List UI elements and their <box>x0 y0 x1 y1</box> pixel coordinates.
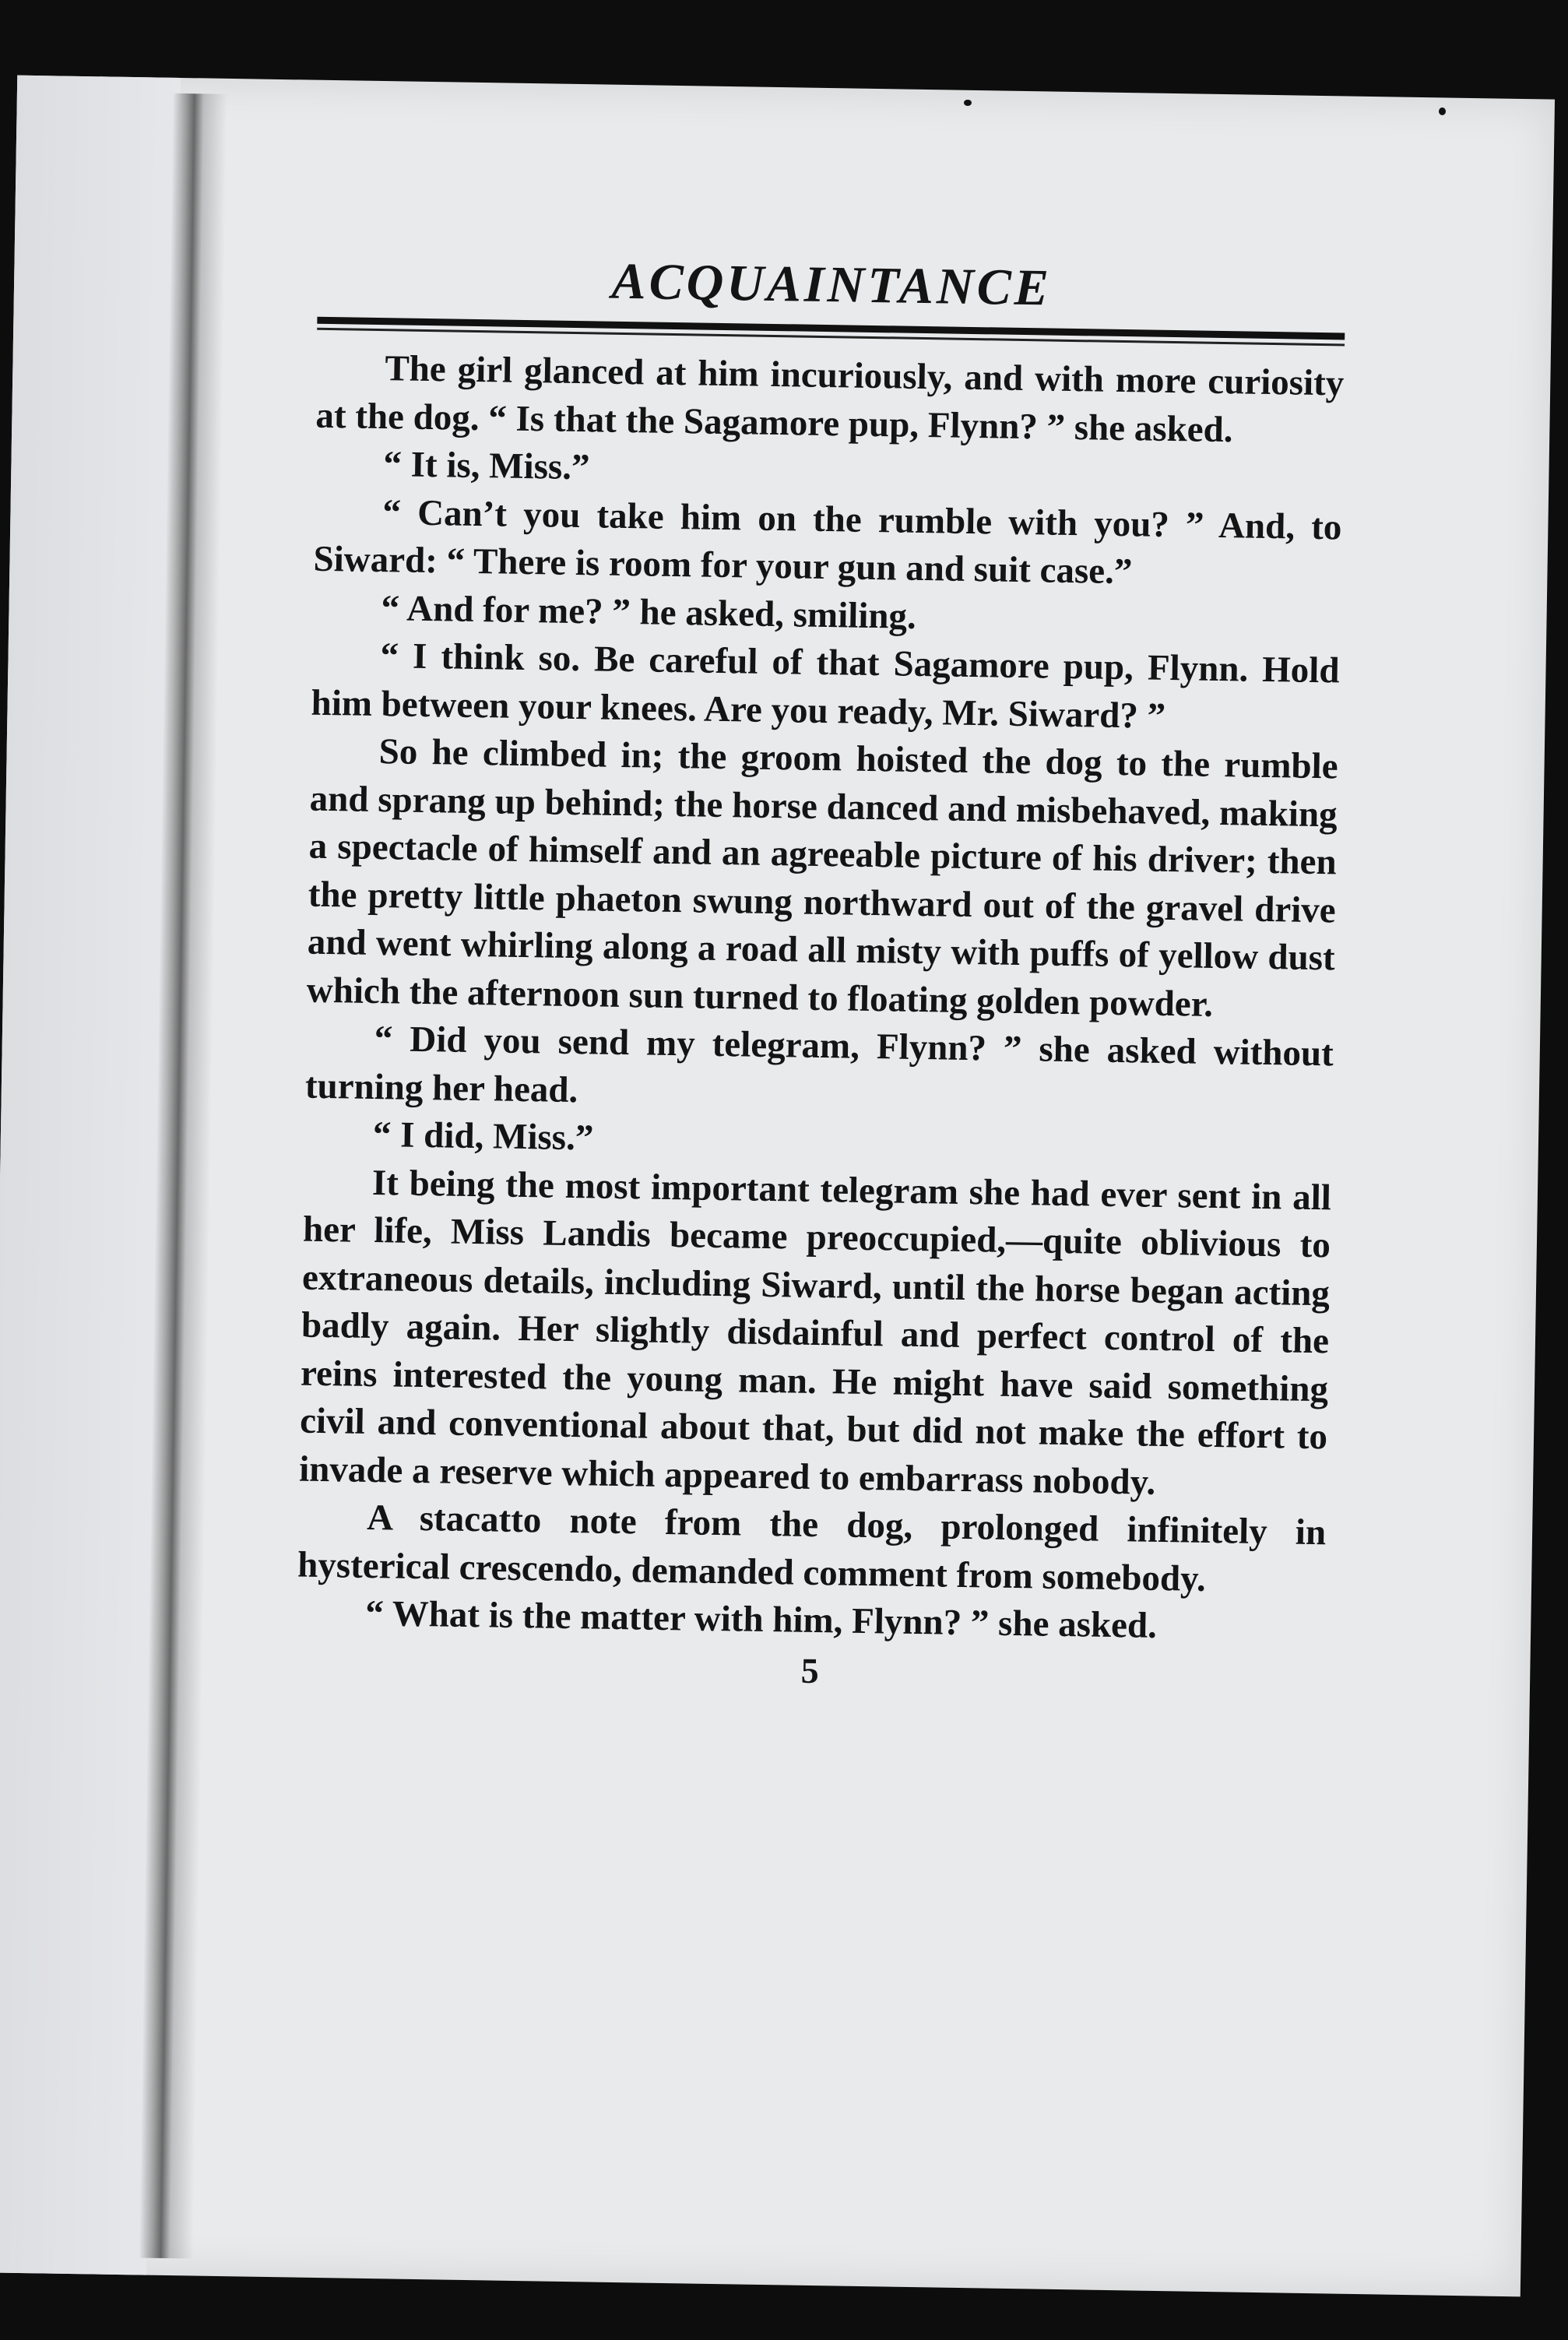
paragraph: It being the most important telegram she had ever sent in all her life, Miss Landis became preoccupied,—quite oblivious to extraneous details, including Siward, until the horse began acting badly again. Her slightly disdainful and perfect control of the reins interested the young man. He might have said something civil and conventional about that, but did not make the effort to invade a reserve which appeared to embarrass nobody. <box>298 1162 1332 1503</box>
paragraph: “ I did, Miss.” <box>372 1114 594 1159</box>
paragraph: The girl glanced at him incuriously, and with more curiosity at the dog. “ Is that the Sagamore pup, Flynn? ” she asked. <box>315 348 1345 450</box>
paragraph: So he climbed in; the groom hoisted the dog to the rumble and sprang up behind; the horse danced and misbehaved, making a spectacle of himself and an agreeable picture of his driver; then the pretty little phaeton swung northward out of the gravel drive and went whirling along a road all misty with puffs of yellow dust which the afternoon sun turned to floating golden powder. <box>306 731 1338 1025</box>
paragraph: “ What is the matter with him, Flynn? ” she asked. <box>364 1592 1158 1646</box>
paragraph: “ I think so. Be careful of that Sagamore pup, Flynn. Hold him between your knees. Are you ready, Mr. Siward? ” <box>311 635 1340 737</box>
running-head: ACQUAINTANCE <box>611 252 1053 317</box>
scan-speck <box>1439 107 1446 115</box>
paragraph: “ Did you send my telegram, Flynn? ” she asked without turning her head. <box>304 1019 1334 1110</box>
paragraph: “ It is, Miss.” <box>383 444 590 488</box>
page-content <box>296 252 1346 1699</box>
page-number: 5 <box>800 1650 820 1691</box>
body-text <box>297 344 1345 1653</box>
paragraph: A stacatto note from the dog, prolonged infinitely in hysterical crescendo, demanded comment from somebody. <box>297 1497 1327 1599</box>
paragraph: “ Can’t you take him on the rumble with you? ” And, to Siward: “ There is room for your gun and suit case.” <box>313 491 1342 593</box>
paragraph: “ And for me? ” he asked, smiling. <box>381 587 917 637</box>
scan-speck <box>964 100 972 106</box>
book-page <box>0 76 1555 2297</box>
